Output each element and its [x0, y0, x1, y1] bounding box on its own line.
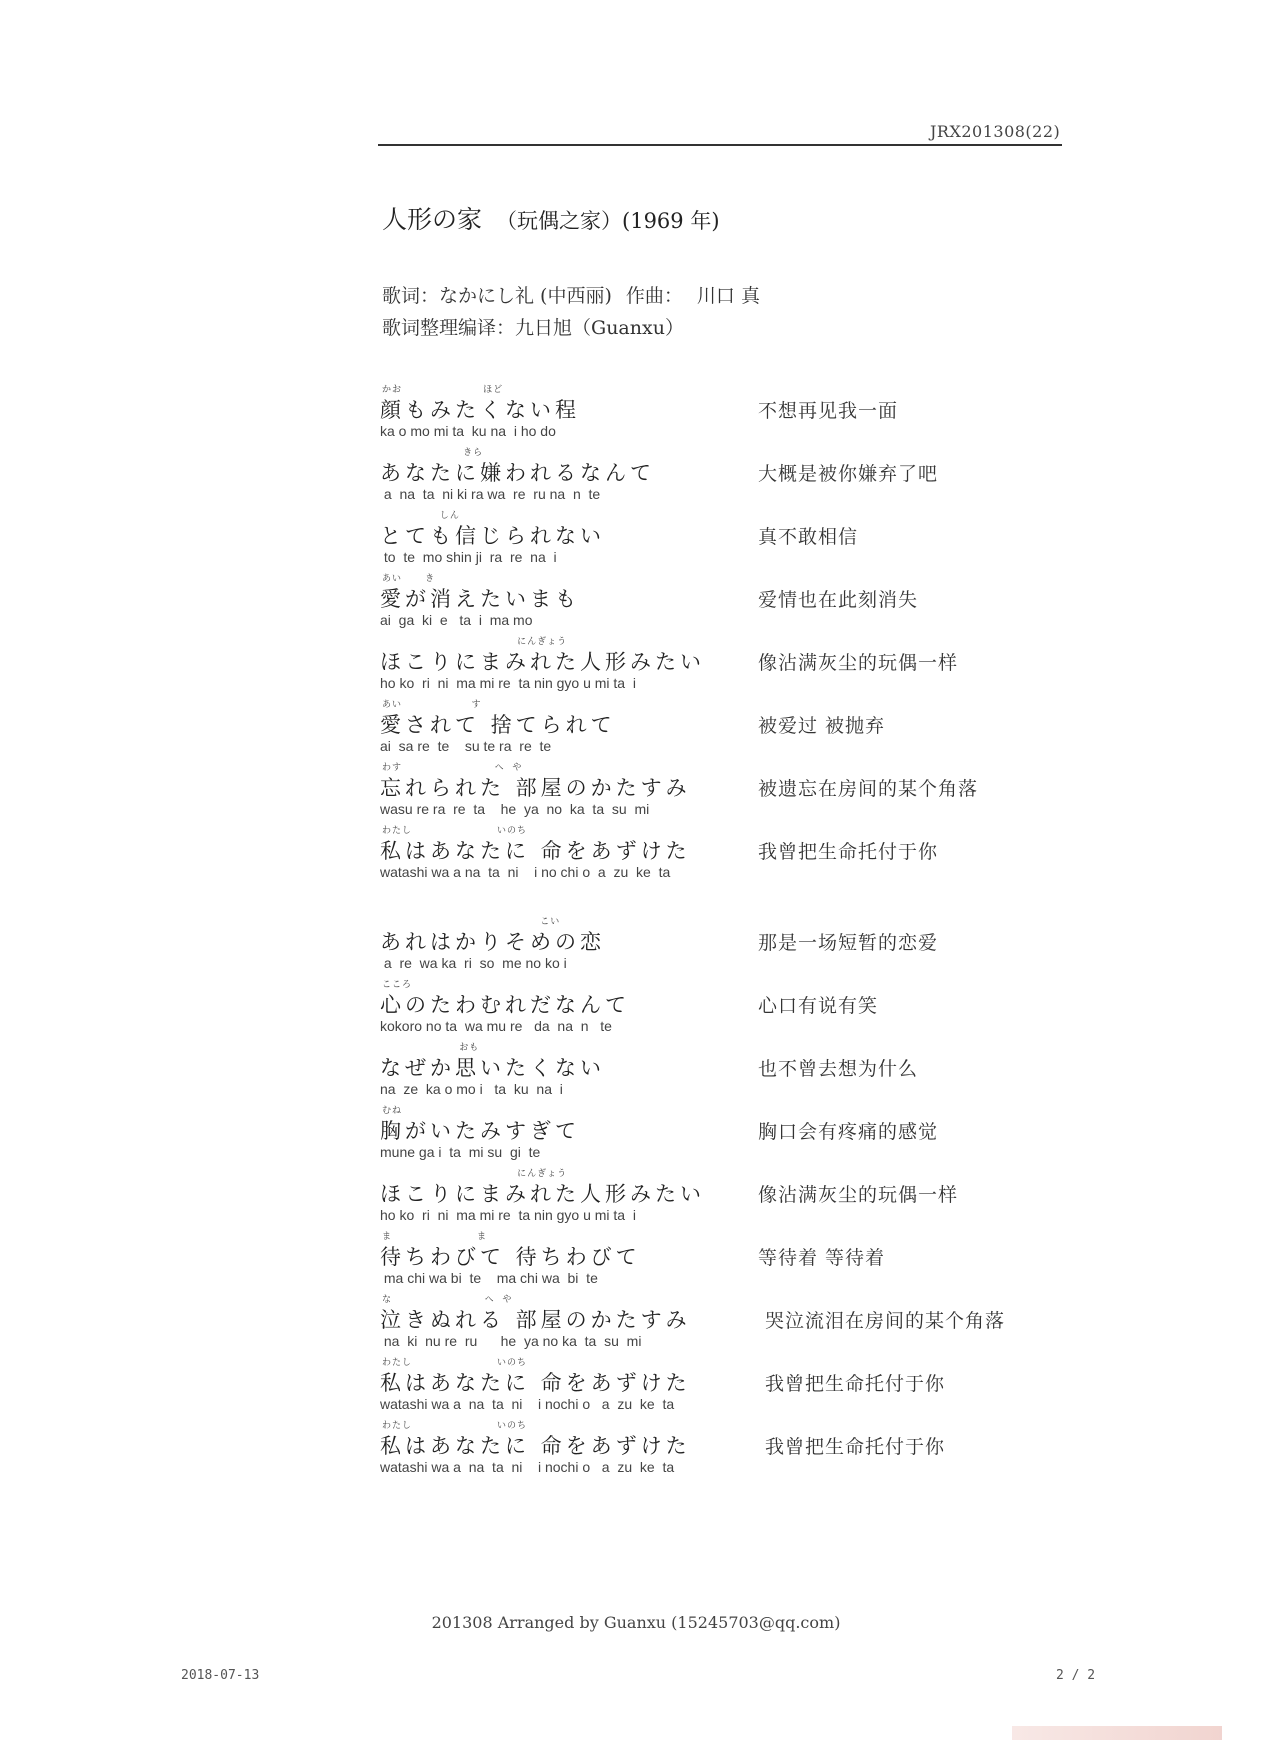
lyric-line: [380, 1355, 1080, 1418]
furigana: おも: [382, 1043, 480, 1053]
lyric-line: [380, 634, 1080, 697]
chinese-translation: 我曾把生命托付于你: [758, 1436, 946, 1458]
japanese-lyric: ほこりにまみれた人形みたい: [380, 1182, 705, 1206]
lyric-line: [380, 382, 1080, 445]
romaji: watashi wa a na ta ni i nochi o a zu ke ta: [380, 1459, 675, 1475]
chinese-translation: 被爱过 被抛弃: [758, 715, 886, 737]
translator-value: 九日旭（Guanxu）: [515, 317, 684, 339]
header-rule: [378, 144, 1062, 146]
japanese-lyric: 私はあなたに 命をあずけた: [380, 1434, 691, 1458]
romaji: ka o mo mi ta ku na i ho do: [380, 423, 556, 439]
japanese-lyric: なぜか思いたくない: [380, 1056, 605, 1080]
composer-value: 川口 真: [696, 285, 760, 307]
japanese-lyric: 私はあなたに 命をあずけた: [380, 1371, 691, 1395]
romaji: ho ko ri ni ma mi re ta nin gyo u mi ta i: [380, 1207, 636, 1223]
lyric-line: [380, 571, 1080, 634]
japanese-lyric: とても信じられない: [380, 524, 605, 548]
furigana: きら: [382, 448, 484, 458]
japanese-lyric: あれはかりそめの恋: [380, 930, 605, 954]
japanese-lyric: 待ちわびて 待ちわびて: [380, 1245, 641, 1269]
song-title: [382, 200, 720, 236]
document-code: JRX201308(22): [930, 122, 1061, 141]
chinese-translation: 胸口会有疼痛的感觉: [758, 1121, 939, 1143]
chinese-translation: 我曾把生命托付于你: [758, 1373, 946, 1395]
lyric-line: [380, 1292, 1080, 1355]
furigana: わたし いのち: [382, 1421, 527, 1431]
chinese-translation: 不想再见我一面: [758, 400, 899, 422]
lyric-line: [380, 1103, 1080, 1166]
lyric-line: [380, 977, 1080, 1040]
lyric-line: [380, 445, 1080, 508]
furigana: むね: [382, 1106, 403, 1116]
lyric-line: [380, 914, 1080, 977]
furigana: あい す: [382, 700, 482, 710]
furigana: しん: [382, 511, 460, 521]
lyricist-value: なかにし礼 (中西丽): [439, 285, 612, 307]
japanese-lyric: 私はあなたに 命をあずけた: [380, 839, 691, 863]
romaji: wasu re ra re ta he ya no ka ta su mi: [380, 801, 650, 817]
romaji: kokoro no ta wa mu re da na n te: [380, 1018, 612, 1034]
verse-2: [380, 914, 1080, 1481]
lyric-line: [380, 697, 1080, 760]
lyric-line: [380, 508, 1080, 571]
chinese-translation: 像沾满灰尘的玩偶一样: [758, 1184, 959, 1206]
furigana: かお ほど: [382, 385, 504, 395]
chinese-translation: 真不敢相信: [758, 526, 859, 548]
chinese-translation: 我曾把生命托付于你: [758, 841, 939, 863]
romaji: a re wa ka ri so me no ko i: [380, 955, 567, 971]
chinese-translation: 哭泣流泪在房间的某个角落: [758, 1310, 1006, 1332]
romaji: to te mo shin ji ra re na i: [380, 549, 557, 565]
furigana: な へ や: [382, 1295, 513, 1305]
furigana: わたし いのち: [382, 1358, 527, 1368]
lyric-line: [380, 760, 1080, 823]
credits-line-1: [382, 280, 760, 312]
japanese-lyric: あなたに嫌われるなんて: [380, 461, 655, 485]
furigana: にんぎょう: [382, 1169, 568, 1179]
japanese-lyric: 泣きぬれる 部屋のかたすみ: [380, 1308, 691, 1332]
lyric-line: [380, 1166, 1080, 1229]
japanese-lyric: 忘れられた 部屋のかたすみ: [380, 776, 691, 800]
translator-label: 歌词整理编译：: [382, 317, 516, 339]
title-japanese: 人形の家: [382, 205, 483, 234]
japanese-lyric: 胸がいたみすぎて: [380, 1119, 580, 1143]
lyricist-label: 歌词：: [382, 285, 440, 307]
page-number: 2 / 2: [1056, 1668, 1096, 1683]
romaji: na ze ka o mo i ta ku na i: [380, 1081, 563, 1097]
chinese-translation: 心口有说有笑: [758, 995, 879, 1017]
furigana: こころ: [382, 980, 413, 990]
chinese-translation: 大概是被你嫌弃了吧: [758, 463, 939, 485]
romaji: na ki nu re ru he ya no ka ta su mi: [380, 1333, 642, 1349]
romaji: watashi wa a na ta ni i no chi o a zu ke ta: [380, 864, 671, 880]
chinese-translation: 那是一场短暂的恋爱: [758, 932, 939, 954]
romaji: ma chi wa bi te ma chi wa bi te: [380, 1270, 598, 1286]
print-date: 2018-07-13: [181, 1668, 260, 1683]
title-chinese: （玩偶之家）(1969 年): [496, 209, 720, 233]
furigana: わす へ や: [382, 763, 523, 773]
japanese-lyric: ほこりにまみれた人形みたい: [380, 650, 705, 674]
romaji: ho ko ri ni ma mi re ta nin gyo u mi ta i: [380, 675, 636, 691]
furigana: にんぎょう: [382, 637, 568, 647]
furigana: あい き: [382, 574, 436, 584]
romaji: ai ga ki e ta i ma mo: [380, 612, 533, 628]
romaji: a na ta ni ki ra wa re ru na n te: [380, 486, 601, 502]
lyric-line: [380, 1418, 1080, 1481]
chinese-translation: 被遗忘在房间的某个角落: [758, 778, 979, 800]
chinese-translation: 像沾满灰尘的玩偶一样: [758, 652, 959, 674]
watermark: [1012, 1726, 1222, 1740]
furigana: こい: [382, 917, 561, 927]
furigana: ま ま: [382, 1232, 487, 1242]
japanese-lyric: 愛されて 捨てられて: [380, 713, 616, 737]
chinese-translation: 等待着 等待着: [758, 1247, 886, 1269]
japanese-lyric: 愛が消えたいまも: [380, 587, 580, 611]
japanese-lyric: 顔もみたくない程: [380, 398, 580, 422]
credits: [382, 280, 760, 344]
lyric-line: [380, 1040, 1080, 1103]
furigana: わたし いのち: [382, 826, 527, 836]
chinese-translation: 也不曾去想为什么: [758, 1058, 919, 1080]
lyric-line: [380, 823, 1080, 886]
verse-1: [380, 382, 1080, 886]
chinese-translation: 爱情也在此刻消失: [758, 589, 919, 611]
romaji: watashi wa a na ta ni i nochi o a zu ke ta: [380, 1396, 675, 1412]
credits-line-2: [382, 312, 760, 344]
lyric-line: [380, 1229, 1080, 1292]
japanese-lyric: 心のたわむれだなんて: [380, 993, 630, 1017]
romaji: mune ga i ta mi su gi te: [380, 1144, 541, 1160]
footer-credit: 201308 Arranged by Guanxu (15245703@qq.com): [431, 1613, 841, 1632]
composer-label: 作曲：: [625, 285, 683, 307]
romaji: ai sa re te su te ra re te: [380, 738, 552, 754]
